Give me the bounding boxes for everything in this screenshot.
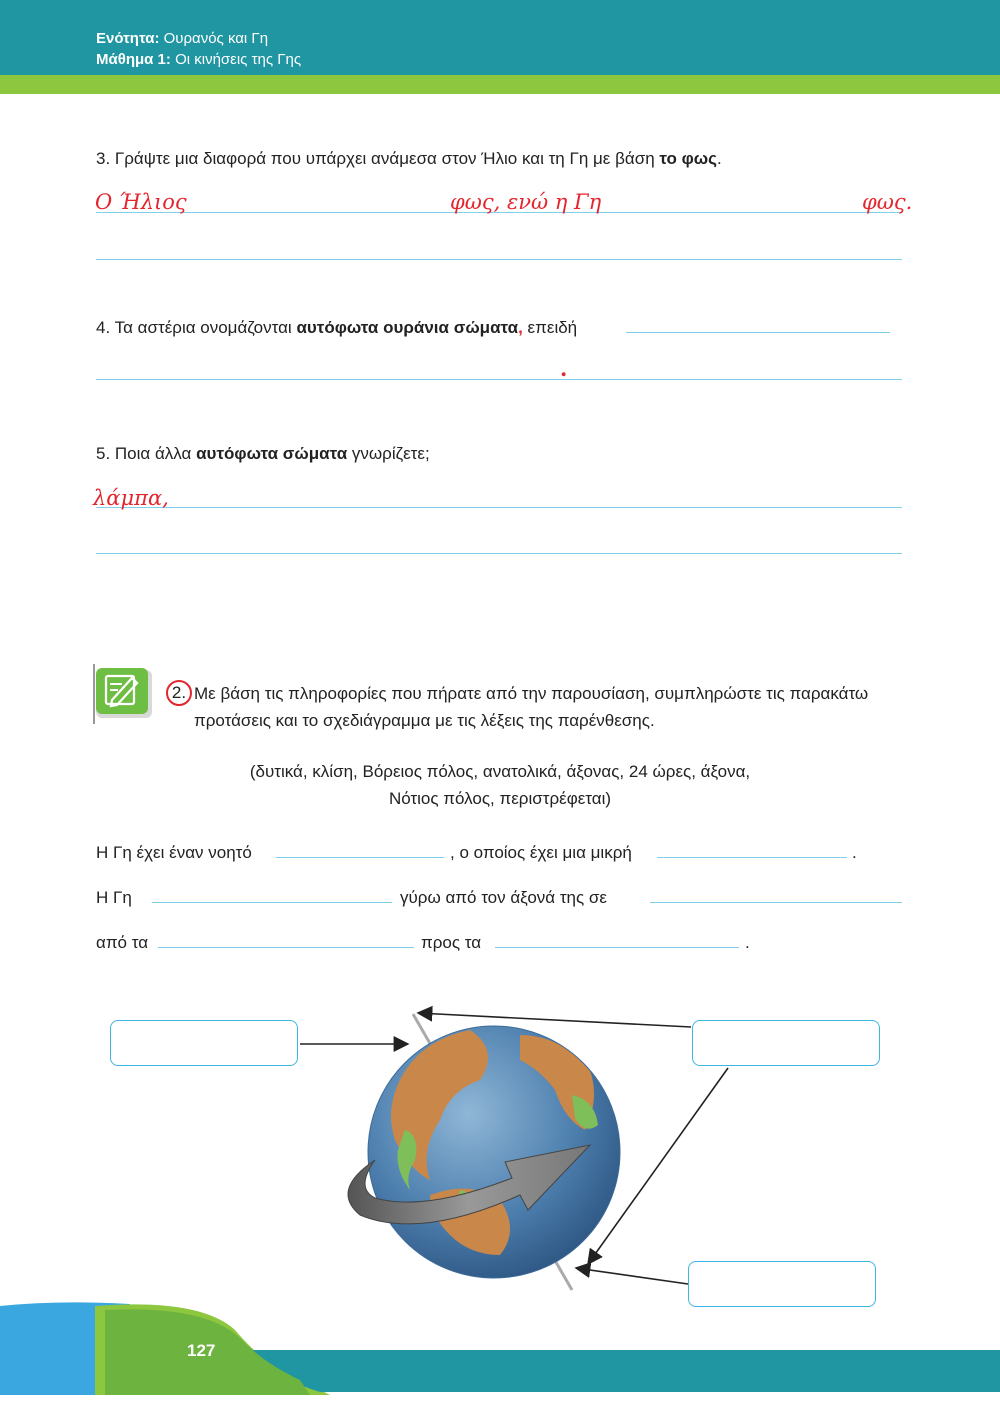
answer-line-3b[interactable] (96, 259, 902, 260)
sentence-1-end: . (852, 843, 857, 862)
pencil-note-icon (92, 660, 156, 726)
question-3 (96, 149, 722, 169)
handwritten-text: φως. (862, 190, 913, 214)
unit-value: Ουρανός και Γη (163, 30, 269, 47)
sentence-3-part-a: από τα (96, 933, 149, 952)
answer-line-4b[interactable] (96, 379, 902, 380)
question-5-bold: αυτόφωτα σώματα (196, 444, 348, 463)
pointer-north (418, 1013, 691, 1027)
sentence-2-part-a: Η Γη (96, 888, 132, 907)
sentence-1-part-a: Η Γη έχει έναν νοητό (96, 843, 252, 862)
lesson-value: Οι κινήσεις της Γης (175, 51, 302, 68)
sentence-2-part-b: γύρω από τον άξονά της σε (400, 888, 607, 907)
question-3-end: . (716, 149, 722, 168)
handwritten-text: Ο Ήλιος (95, 190, 187, 214)
blank-2a[interactable] (152, 902, 392, 903)
unit-title (96, 30, 268, 47)
lesson-title (96, 51, 301, 68)
handwritten-text: φως, ενώ η Γη (450, 190, 602, 214)
question-4-bold: αυτόφωτα ουράνια σώματα (296, 318, 519, 337)
blank-3a[interactable] (158, 947, 414, 948)
unit-label: Ενότητα: (96, 30, 160, 47)
pointer-south (576, 1268, 688, 1284)
answer-line-4a[interactable] (626, 332, 890, 333)
lesson-label: Μάθημα 1: (96, 51, 171, 68)
page-number: 127 (187, 1341, 216, 1360)
header-green-stripe (0, 75, 1000, 94)
word-bank-line-2: Νότιος πόλος, περιστρέφεται) (388, 789, 612, 808)
activity-instructions: Με βάση τις πληροφορίες που πήρατε από την παρουσίαση, συμπληρώστε τις παρακάτω προτάσεις και το σχεδιάγραμμα με τις λέξεις της παρένθεσης. (194, 684, 869, 730)
answer-line-5a[interactable] (96, 507, 902, 508)
question-5-end: γνωρίζετε; (347, 444, 430, 463)
blank-1a[interactable] (276, 857, 444, 858)
sentence-3-part-b: προς τα (421, 933, 482, 952)
page-header (0, 0, 1000, 75)
question-4 (96, 318, 577, 338)
question-4-end: επειδή (522, 318, 578, 337)
answer-line-5b[interactable] (96, 553, 902, 554)
activity-number: 2. (166, 680, 192, 706)
word-bank-line-1: (δυτικά, κλίση, Βόρειος πόλος, ανατολικά, άξονας, 24 ώρες, άξονα, (249, 762, 751, 781)
question-5-text: 5. Ποια άλλα (96, 444, 197, 463)
question-3-bold: το φως (659, 149, 717, 168)
question-5 (96, 444, 430, 464)
question-3-text: 3. Γράψτε μια διαφορά που υπάρχει ανάμεσα στον Ήλιο και τη Γη με βάση (96, 149, 660, 168)
label-box-top-right[interactable] (692, 1020, 880, 1066)
blank-2b[interactable] (650, 902, 902, 903)
label-box-left[interactable] (110, 1020, 298, 1066)
sentence-1-part-b: , ο οποίος έχει μια μικρή (450, 843, 632, 862)
handwritten-comma: , (518, 318, 523, 337)
blank-1b[interactable] (657, 857, 847, 858)
question-4-text: 4. Τα αστέρια ονομάζονται (96, 318, 297, 337)
handwritten-period: . (560, 356, 568, 381)
handwritten-text: λάμπα, (93, 486, 169, 510)
blank-3b[interactable] (495, 947, 739, 948)
sentence-3-end: . (745, 933, 750, 952)
page-footer (0, 1300, 1000, 1413)
